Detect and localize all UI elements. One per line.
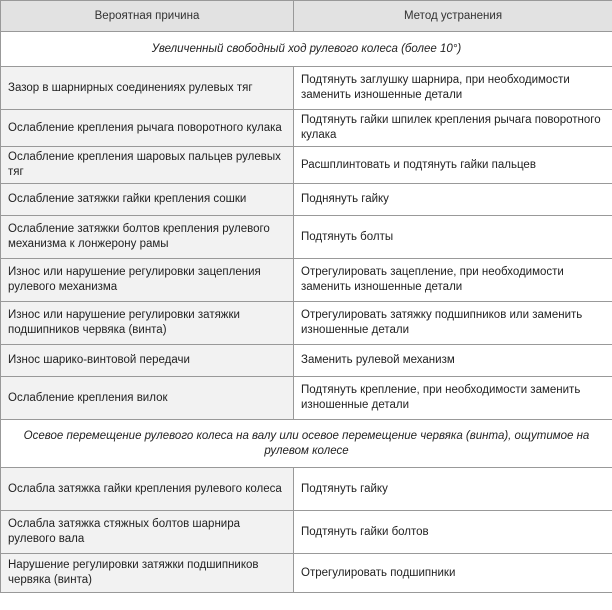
- table-row: [1, 468, 612, 511]
- section-title: Увеличенный свободный ход рулевого колеса (более 10°): [1, 32, 612, 67]
- header-fix: Метод устранения: [294, 1, 612, 32]
- cause-cell: Ослабла затяжка стяжных болтов шарнира рулевого вала: [1, 511, 294, 554]
- fix-cell: Подтянуть болты: [294, 216, 612, 259]
- table-row: [1, 511, 612, 554]
- fix-cell: Подтянуть гайки болтов: [294, 511, 612, 554]
- cause-cell: Ослабла затяжка гайки крепления рулевого колеса: [1, 468, 294, 511]
- cause-cell: Износ шарико-винтовой передачи: [1, 345, 294, 377]
- fix-cell: Отрегулировать зацепление, при необходимости заменить изношенные детали: [294, 259, 612, 302]
- cause-cell: Ослабление крепления вилок: [1, 377, 294, 420]
- cause-cell: Нарушение регулировки затяжки подшипников червяка (винта): [1, 554, 294, 593]
- cause-cell: Износ или нарушение регулировки зацепления рулевого механизма: [1, 259, 294, 302]
- section-title-row: [1, 420, 612, 468]
- table-row: [1, 110, 612, 147]
- table-row: [1, 345, 612, 377]
- cause-cell: Износ или нарушение регулировки затяжки подшипников червяка (винта): [1, 302, 294, 345]
- table-row: [1, 302, 612, 345]
- fix-cell: Подтянуть крепление, при необходимости заменить изношенные детали: [294, 377, 612, 420]
- table-row: [1, 67, 612, 110]
- table-row: [1, 554, 612, 593]
- cause-cell: Ослабление затяжки болтов крепления рулевого механизма к лонжерону рамы: [1, 216, 294, 259]
- table-row: [1, 147, 612, 184]
- section-title: Осевое перемещение рулевого колеса на валу или осевое перемещение червяка (винта), ощутимое на рулевом колесе: [1, 420, 612, 468]
- section-title-row: [1, 32, 612, 67]
- header-cause: Вероятная причина: [1, 1, 294, 32]
- cause-cell: Ослабление затяжки гайки крепления сошки: [1, 184, 294, 216]
- table-row: [1, 377, 612, 420]
- table-row: [1, 184, 612, 216]
- fix-cell: Отрегулировать затяжку подшипников или заменить изношенные детали: [294, 302, 612, 345]
- header-row: [1, 1, 612, 32]
- fix-cell: Подтянуть гайки шпилек крепления рычага поворотного кулака: [294, 110, 612, 147]
- fix-cell: Поднянуть гайку: [294, 184, 612, 216]
- table-row: [1, 259, 612, 302]
- fix-cell: Заменить рулевой механизм: [294, 345, 612, 377]
- cause-cell: Ослабление крепления рычага поворотного кулака: [1, 110, 294, 147]
- fix-cell: Подтянуть гайку: [294, 468, 612, 511]
- fix-cell: Подтянуть заглушку шарнира, при необходимости заменить изношенные детали: [294, 67, 612, 110]
- table-row: [1, 216, 612, 259]
- fix-cell: Отрегулировать подшипники: [294, 554, 612, 593]
- fix-cell: Расшплинтовать и подтянуть гайки пальцев: [294, 147, 612, 184]
- cause-cell: Ослабление крепления шаровых пальцев рулевых тяг: [1, 147, 294, 184]
- cause-cell: Зазор в шарнирных соединениях рулевых тяг: [1, 67, 294, 110]
